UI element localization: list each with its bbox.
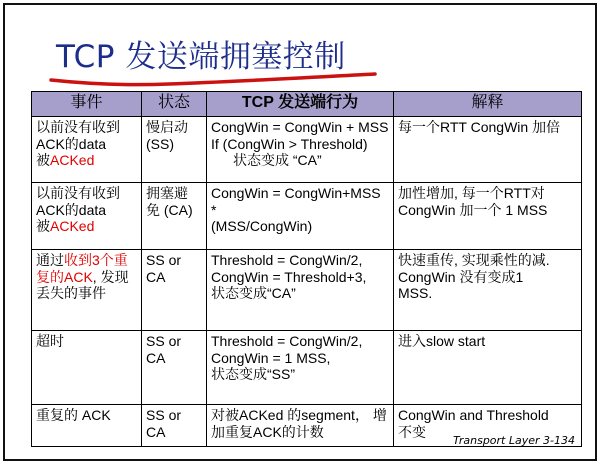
action-text: 对被ACKed 的segment， 增 <box>211 407 387 423</box>
state-text: (SS) <box>146 135 174 152</box>
action-cell <box>207 117 394 183</box>
action-text: Threshold = CongWin/2, <box>211 333 363 349</box>
explain-text: 快速重传, 实现乘性的减. <box>398 252 550 268</box>
event-cell: 超时 <box>32 331 142 405</box>
state-text: SS or <box>146 333 182 349</box>
explain-cell <box>394 250 582 331</box>
title-underline <box>49 71 379 91</box>
event-cell <box>32 117 142 183</box>
table-row <box>32 183 582 250</box>
slide-footer: Transport Layer 3-134 <box>452 434 575 447</box>
event-text: 以前没有收到 <box>36 185 120 201</box>
state-cell <box>142 183 207 250</box>
event-highlight: 复的ACK <box>36 268 93 285</box>
state-cell <box>142 250 207 331</box>
event-cell <box>32 250 142 331</box>
event-highlight: ACKed <box>50 152 95 168</box>
action-text: (MSS/CongWin) <box>211 218 313 234</box>
state-text: 慢启动 <box>146 119 188 135</box>
action-cell <box>207 250 394 331</box>
explain-text: 加性增加, 每一个RTT对 <box>398 185 545 201</box>
action-text: CongWin = Threshold+3, <box>211 268 367 285</box>
header-event: 事件 <box>32 92 142 117</box>
explain-cell <box>394 183 582 250</box>
state-text: CA <box>146 349 166 366</box>
explain-text: 不变 <box>398 423 426 440</box>
state-cell <box>142 117 207 183</box>
action-cell <box>207 183 394 250</box>
state-text: CA <box>146 423 166 440</box>
congestion-control-table <box>31 91 582 447</box>
header-state: 状态 <box>142 92 207 117</box>
event-highlight: ACKed <box>50 218 95 234</box>
table-header-row <box>32 92 582 117</box>
explain-cell: 进入slow start <box>394 331 582 405</box>
state-text: 免 (CA) <box>146 201 193 218</box>
event-text: 通过 <box>36 252 64 268</box>
action-text: CongWin = CongWin + MSS <box>211 119 389 135</box>
action-text: 状态变成 “CA” <box>233 152 322 168</box>
slide-title: TCP 发送端拥塞控制 <box>56 39 346 75</box>
event-text: 以前没有收到 <box>36 119 120 135</box>
state-text: SS or <box>146 252 182 268</box>
state-cell <box>142 331 207 405</box>
explain-text: CongWin 没有变成1 <box>398 268 524 285</box>
state-cell <box>142 405 207 447</box>
event-text: ACK的data <box>36 201 107 218</box>
event-cell: 重复的 ACK <box>32 405 142 447</box>
header-action: TCP 发送端行为 <box>207 92 394 117</box>
event-highlight: 收到3个重 <box>64 252 128 268</box>
state-text: 拥塞避 <box>146 185 188 201</box>
action-text: 加重复ACK的计数 <box>211 423 324 440</box>
table-row <box>32 331 582 405</box>
action-text: 状态变成“SS” <box>211 366 295 382</box>
explain-text: CongWin and Threshold <box>398 407 549 423</box>
state-text: CA <box>146 268 166 285</box>
action-text: CongWin = CongWin+MSS * <box>211 185 381 218</box>
event-text: 被 <box>36 152 50 168</box>
event-text: , 发现 <box>92 268 129 285</box>
state-text: SS or <box>146 407 182 423</box>
explain-text: MSS. <box>398 285 433 301</box>
event-cell <box>32 183 142 250</box>
table-row <box>32 250 582 331</box>
action-text: If (CongWin > Threshold) <box>211 135 368 152</box>
event-text: 被 <box>36 218 50 234</box>
action-cell <box>207 405 394 447</box>
explain-cell: 每一个RTT CongWin 加倍 <box>394 117 582 183</box>
event-text: ACK的data <box>36 135 107 152</box>
action-cell <box>207 331 394 405</box>
action-text: 状态变成“CA” <box>211 285 296 301</box>
header-explain: 解释 <box>394 92 582 117</box>
action-text: Threshold = CongWin/2, <box>211 252 363 268</box>
action-text: CongWin = 1 MSS, <box>211 349 331 366</box>
table-row <box>32 117 582 183</box>
event-text: 丢失的事件 <box>36 285 106 301</box>
explain-text: CongWin 加一个 1 MSS <box>398 201 548 218</box>
